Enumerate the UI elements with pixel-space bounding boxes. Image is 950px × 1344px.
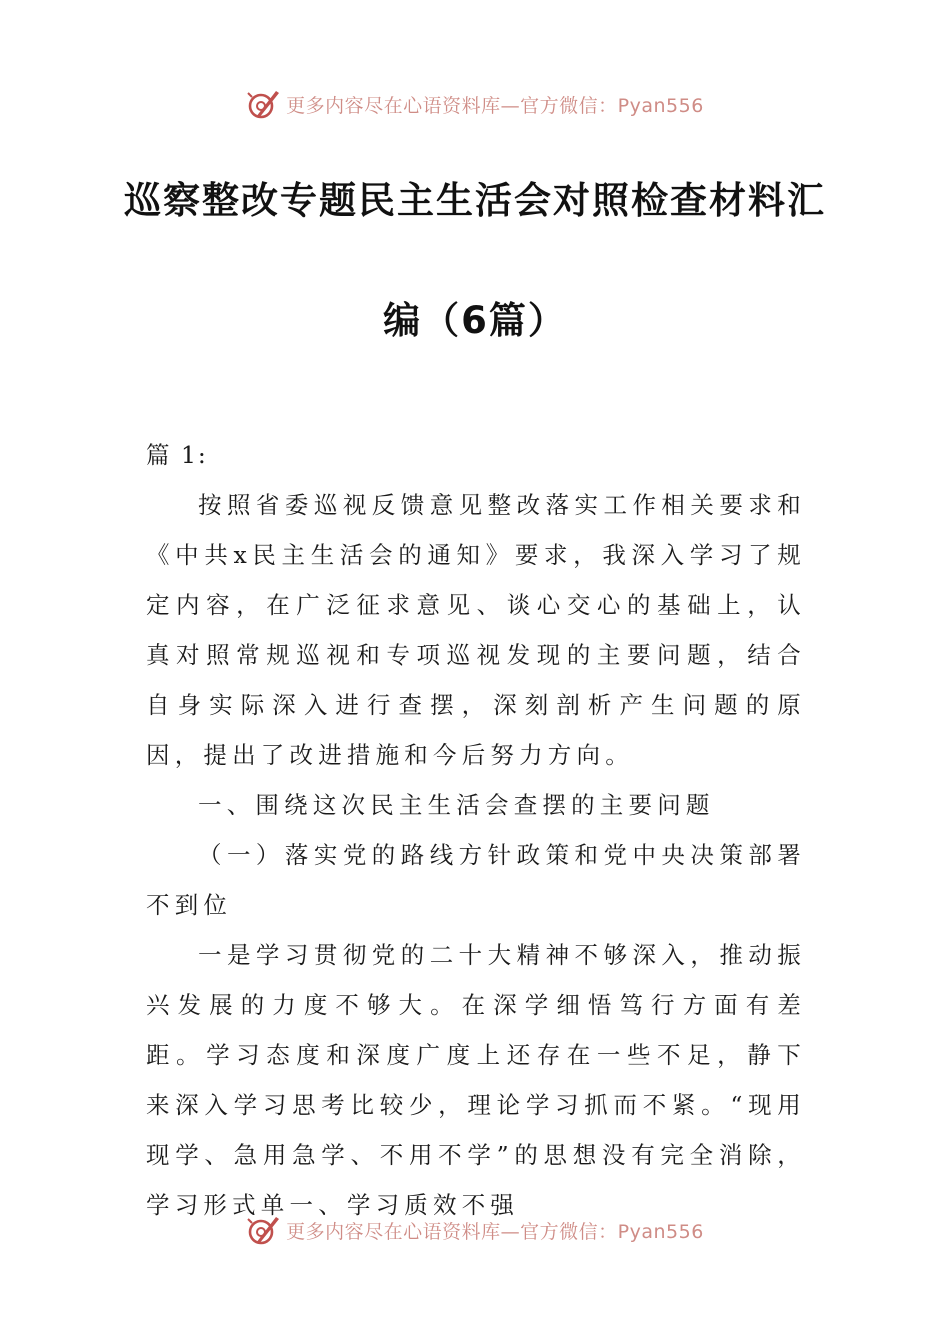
header-banner-cn: 更多内容尽在心语资料库—官方微信： (286, 94, 618, 117)
footer-banner-text (286, 1217, 704, 1244)
header-banner (0, 84, 950, 124)
paragraph-intro: 按照省委巡视反馈意见整改落实工作相关要求和《中共x民主生活会的通知》要求，我深入学习了规定内容，在广泛征求意见、谈心交心的基础上，认真对照常规巡视和专项巡视发现的主要问题，结合自身实际深入进行查摆，深刻剖析产生问题的原因，提出了改进措施和今后努力方向。 (146, 491, 806, 769)
document-title-line1: 巡察整改专题民主生活会对照检查材料汇 (124, 179, 826, 222)
quill-logo-icon (246, 1213, 280, 1247)
footer-banner-wechat-id: Pyan556 (617, 1220, 704, 1243)
quill-logo-icon (246, 87, 280, 121)
header-banner-wechat-id: Pyan556 (617, 94, 704, 117)
document-body (146, 430, 806, 1230)
subheading-one: （一）落实党的路线方针政策和党中央决策部署不到位 (146, 841, 806, 919)
footer-banner-cn: 更多内容尽在心语资料库—官方微信： (286, 1220, 618, 1243)
header-banner-text (286, 91, 704, 118)
document-title-line2: 编（6篇） (383, 299, 567, 342)
footer-banner (0, 1210, 950, 1250)
paragraph-point-one: 一是学习贯彻党的二十大精神不够深入，推动振兴发展的力度不够大。在深学细悟笃行方面有差距。学习态度和深度广度上还存在一些不足，静下来深入学习思考比较少，理论学习抓而不紧。“现用现学、急用急学、不用不学”的思想没有完全消除，学习形式单一、学习质效不强 (146, 941, 806, 1219)
section-label: 篇 1: (146, 441, 208, 469)
heading-main-problems: 一、围绕这次民主生活会查摆的主要问题 (198, 791, 715, 819)
